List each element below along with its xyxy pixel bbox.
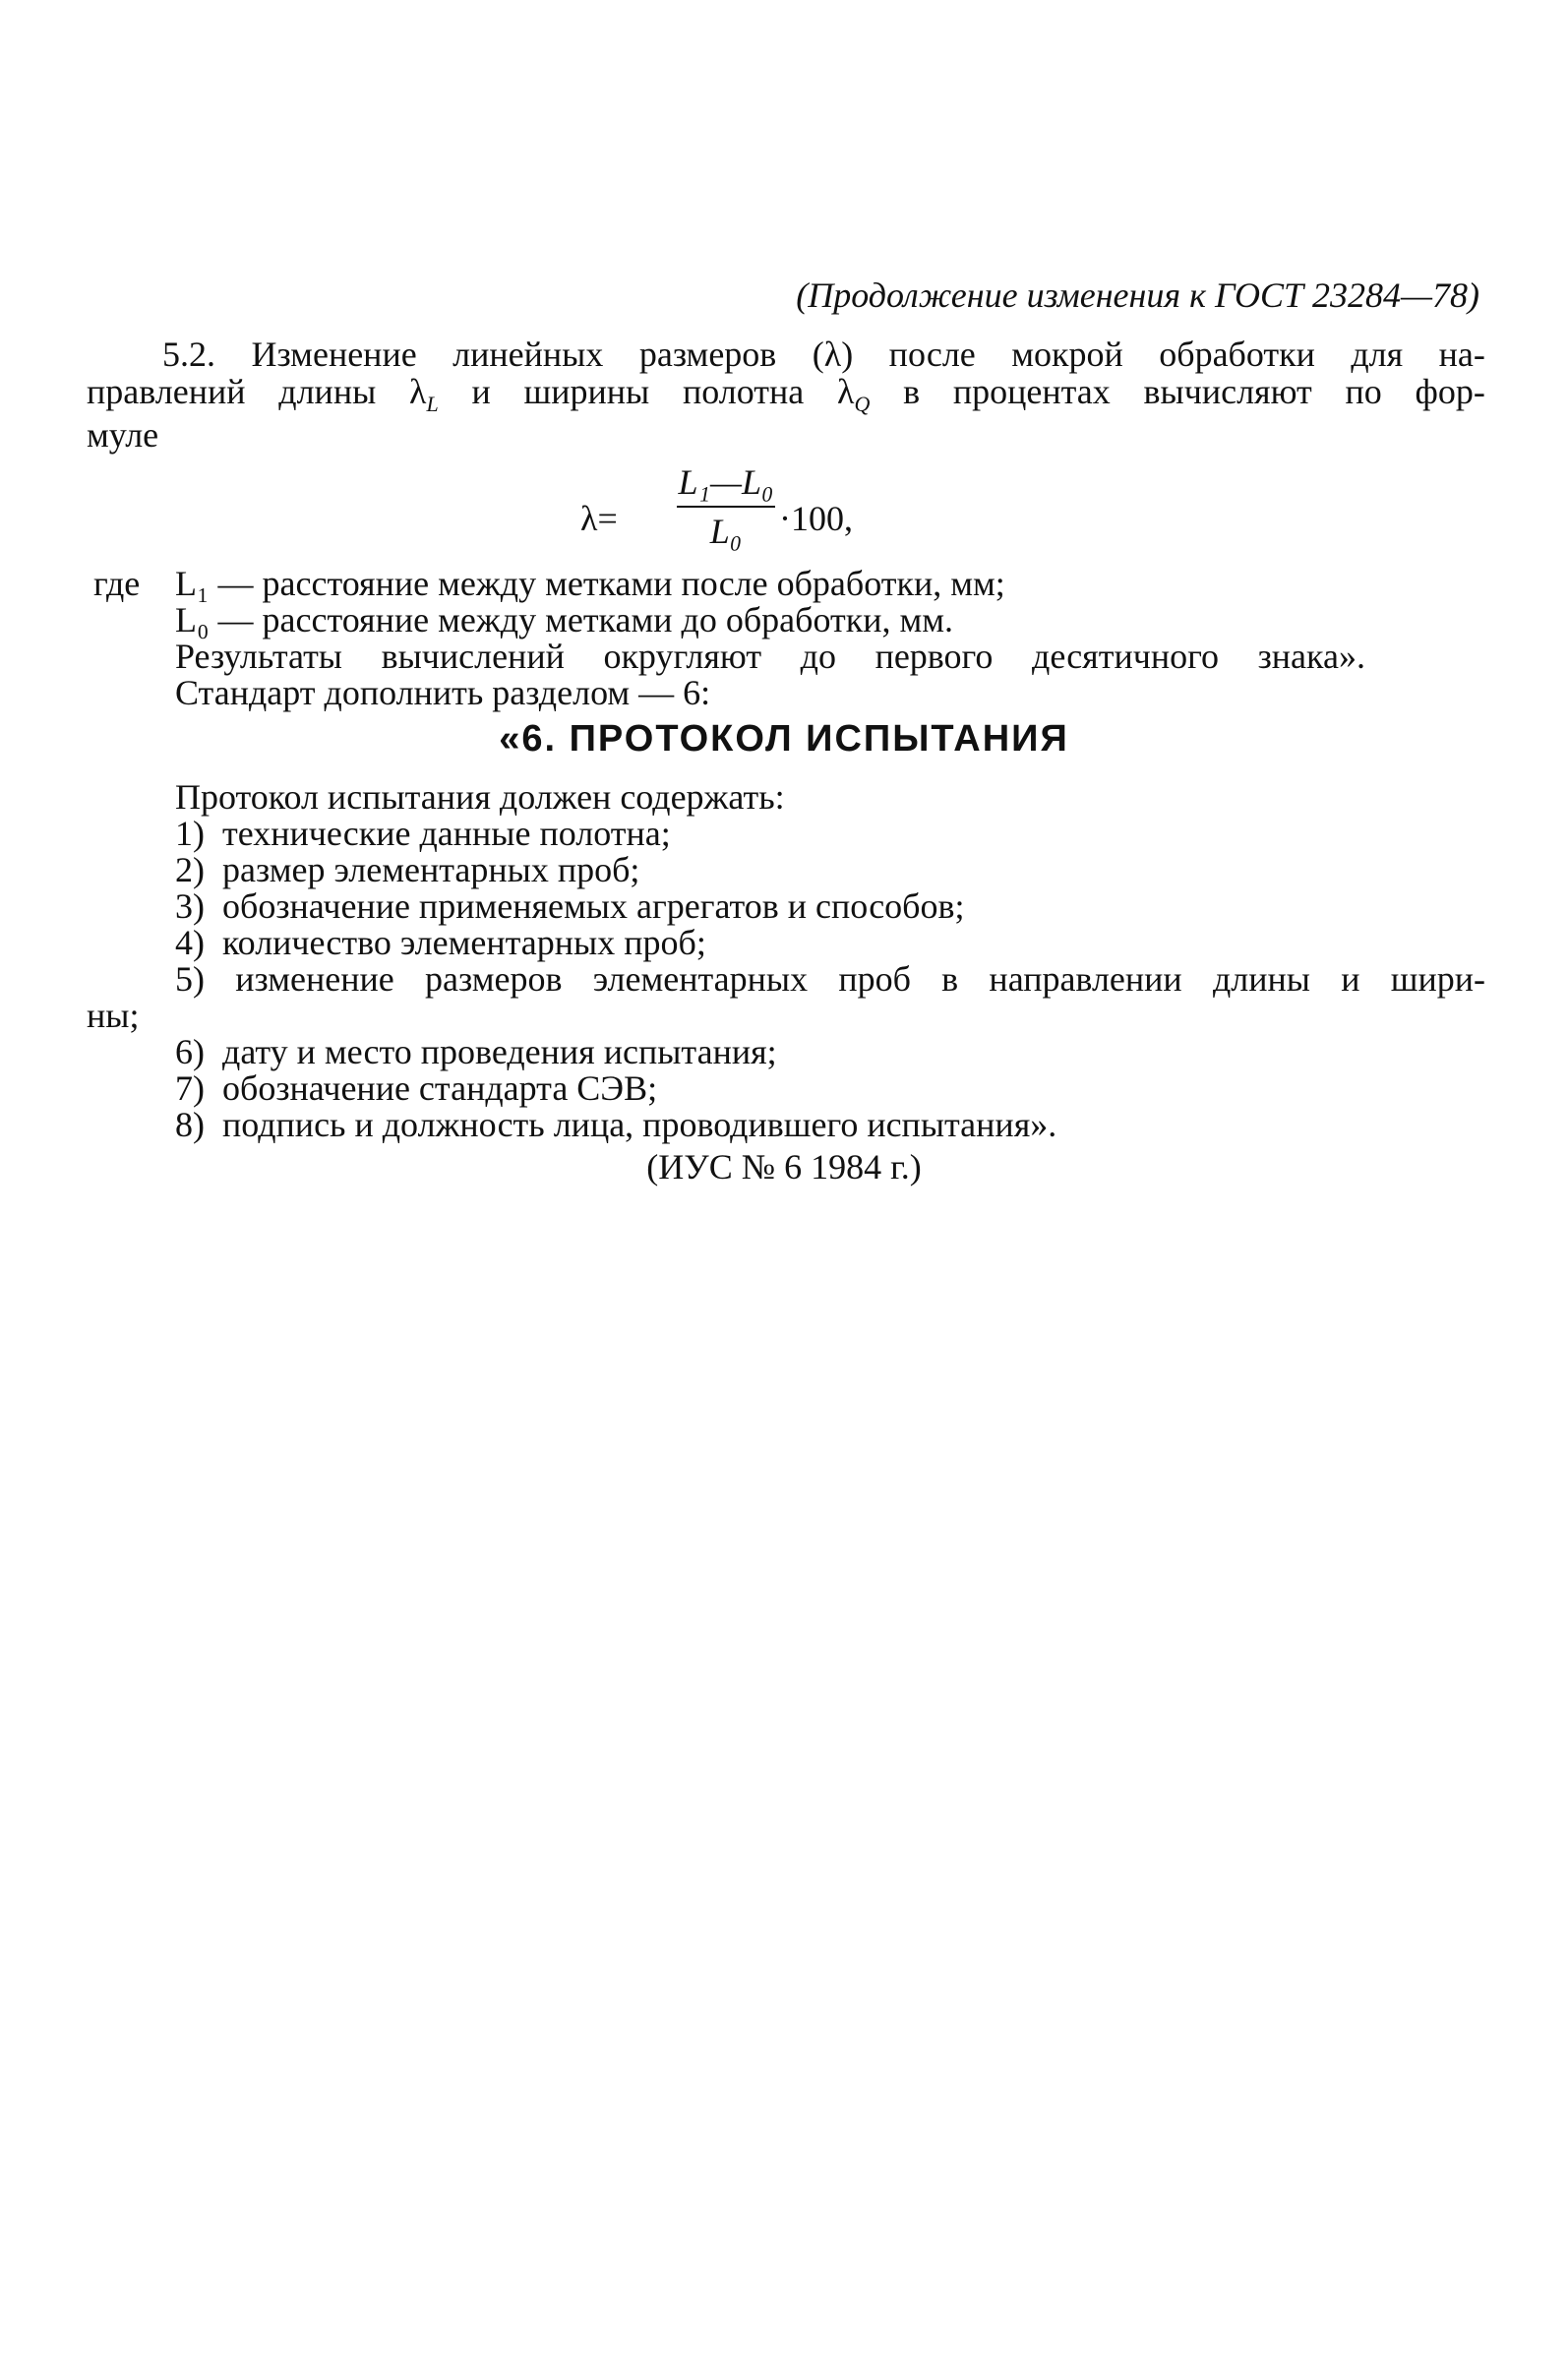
formula	[580, 460, 954, 569]
results-line	[175, 637, 1365, 676]
word: правлений	[87, 372, 246, 411]
word: фор-	[1415, 372, 1485, 411]
list-item: 1) технические данные полотна;	[175, 814, 671, 853]
word: мокрой	[1011, 335, 1123, 374]
word: округляют	[603, 637, 762, 676]
word: длины	[278, 372, 377, 411]
word: 5.2.	[162, 335, 215, 374]
word: для	[1351, 335, 1404, 374]
word: линейных	[452, 335, 604, 374]
list-item: 8) подпись и должность лица, проводившего испытания».	[175, 1105, 1057, 1144]
word: первого	[874, 637, 994, 676]
formula-denominator: L₀	[709, 512, 743, 551]
where-l1: L₁ — расстояние между метками после обработки, мм;	[175, 564, 1005, 603]
ius-reference: (ИУС № 6 1984 г.)	[646, 1147, 922, 1187]
word: и	[471, 372, 491, 411]
para-5-2-line-1	[162, 335, 1485, 374]
word: до	[800, 637, 836, 676]
lambda-l: $\lambda_L$	[409, 372, 439, 416]
word: (λ)	[812, 335, 854, 374]
word: на-	[1438, 335, 1485, 374]
word: полотна	[682, 372, 805, 411]
word: вычислений	[381, 637, 565, 676]
list-item: 6) дату и место проведения испытания;	[175, 1032, 777, 1071]
word: ширины	[523, 372, 650, 411]
word: вычисляют	[1143, 372, 1312, 411]
standard-addition: Стандарт дополнить разделом — 6:	[175, 673, 711, 712]
word: после	[888, 335, 976, 374]
where-l0: L₀ — расстояние между метками до обработки, мм.	[175, 600, 954, 639]
list-item: 7) обозначение стандарта СЭВ;	[175, 1068, 658, 1108]
fraction-bar	[677, 506, 775, 508]
word: десятичного	[1032, 637, 1219, 676]
formula-multiplier: ·100,	[779, 499, 853, 538]
para-5-2-line-2	[87, 372, 1485, 416]
list-item: 5) изменение размеров элементарных проб в направлении длины и шири-	[175, 959, 1485, 999]
section-heading: «6. ПРОТОКОЛ ИСПЫТАНИЯ	[499, 718, 1069, 760]
formula-numerator: L₁—L₀	[678, 462, 774, 502]
word: по	[1345, 372, 1382, 411]
word: обработки	[1159, 335, 1315, 374]
word: Изменение	[251, 335, 417, 374]
word: процентах	[952, 372, 1111, 411]
continuation-header: (Продолжение изменения к ГОСТ 23284—78)	[796, 275, 1479, 315]
para-5-2-line-3: муле	[87, 415, 159, 455]
list-item: 3) обозначение применяемых агрегатов и способов;	[175, 886, 965, 926]
word: размеров	[638, 335, 777, 374]
protocol-intro: Протокол испытания должен содержать:	[175, 777, 785, 817]
where-prefix: где	[93, 564, 141, 603]
list-item-continuation: ны;	[87, 996, 140, 1035]
word: знака».	[1257, 637, 1365, 676]
list-item: 4) количество элементарных проб;	[175, 923, 706, 962]
list-item: 2) размер элементарных проб;	[175, 850, 640, 889]
word: в	[903, 372, 921, 411]
word: Результаты	[175, 637, 342, 676]
formula-lhs: λ=	[580, 499, 618, 538]
lambda-q: $\lambda_Q$	[836, 372, 871, 416]
formula-fraction	[677, 460, 775, 553]
